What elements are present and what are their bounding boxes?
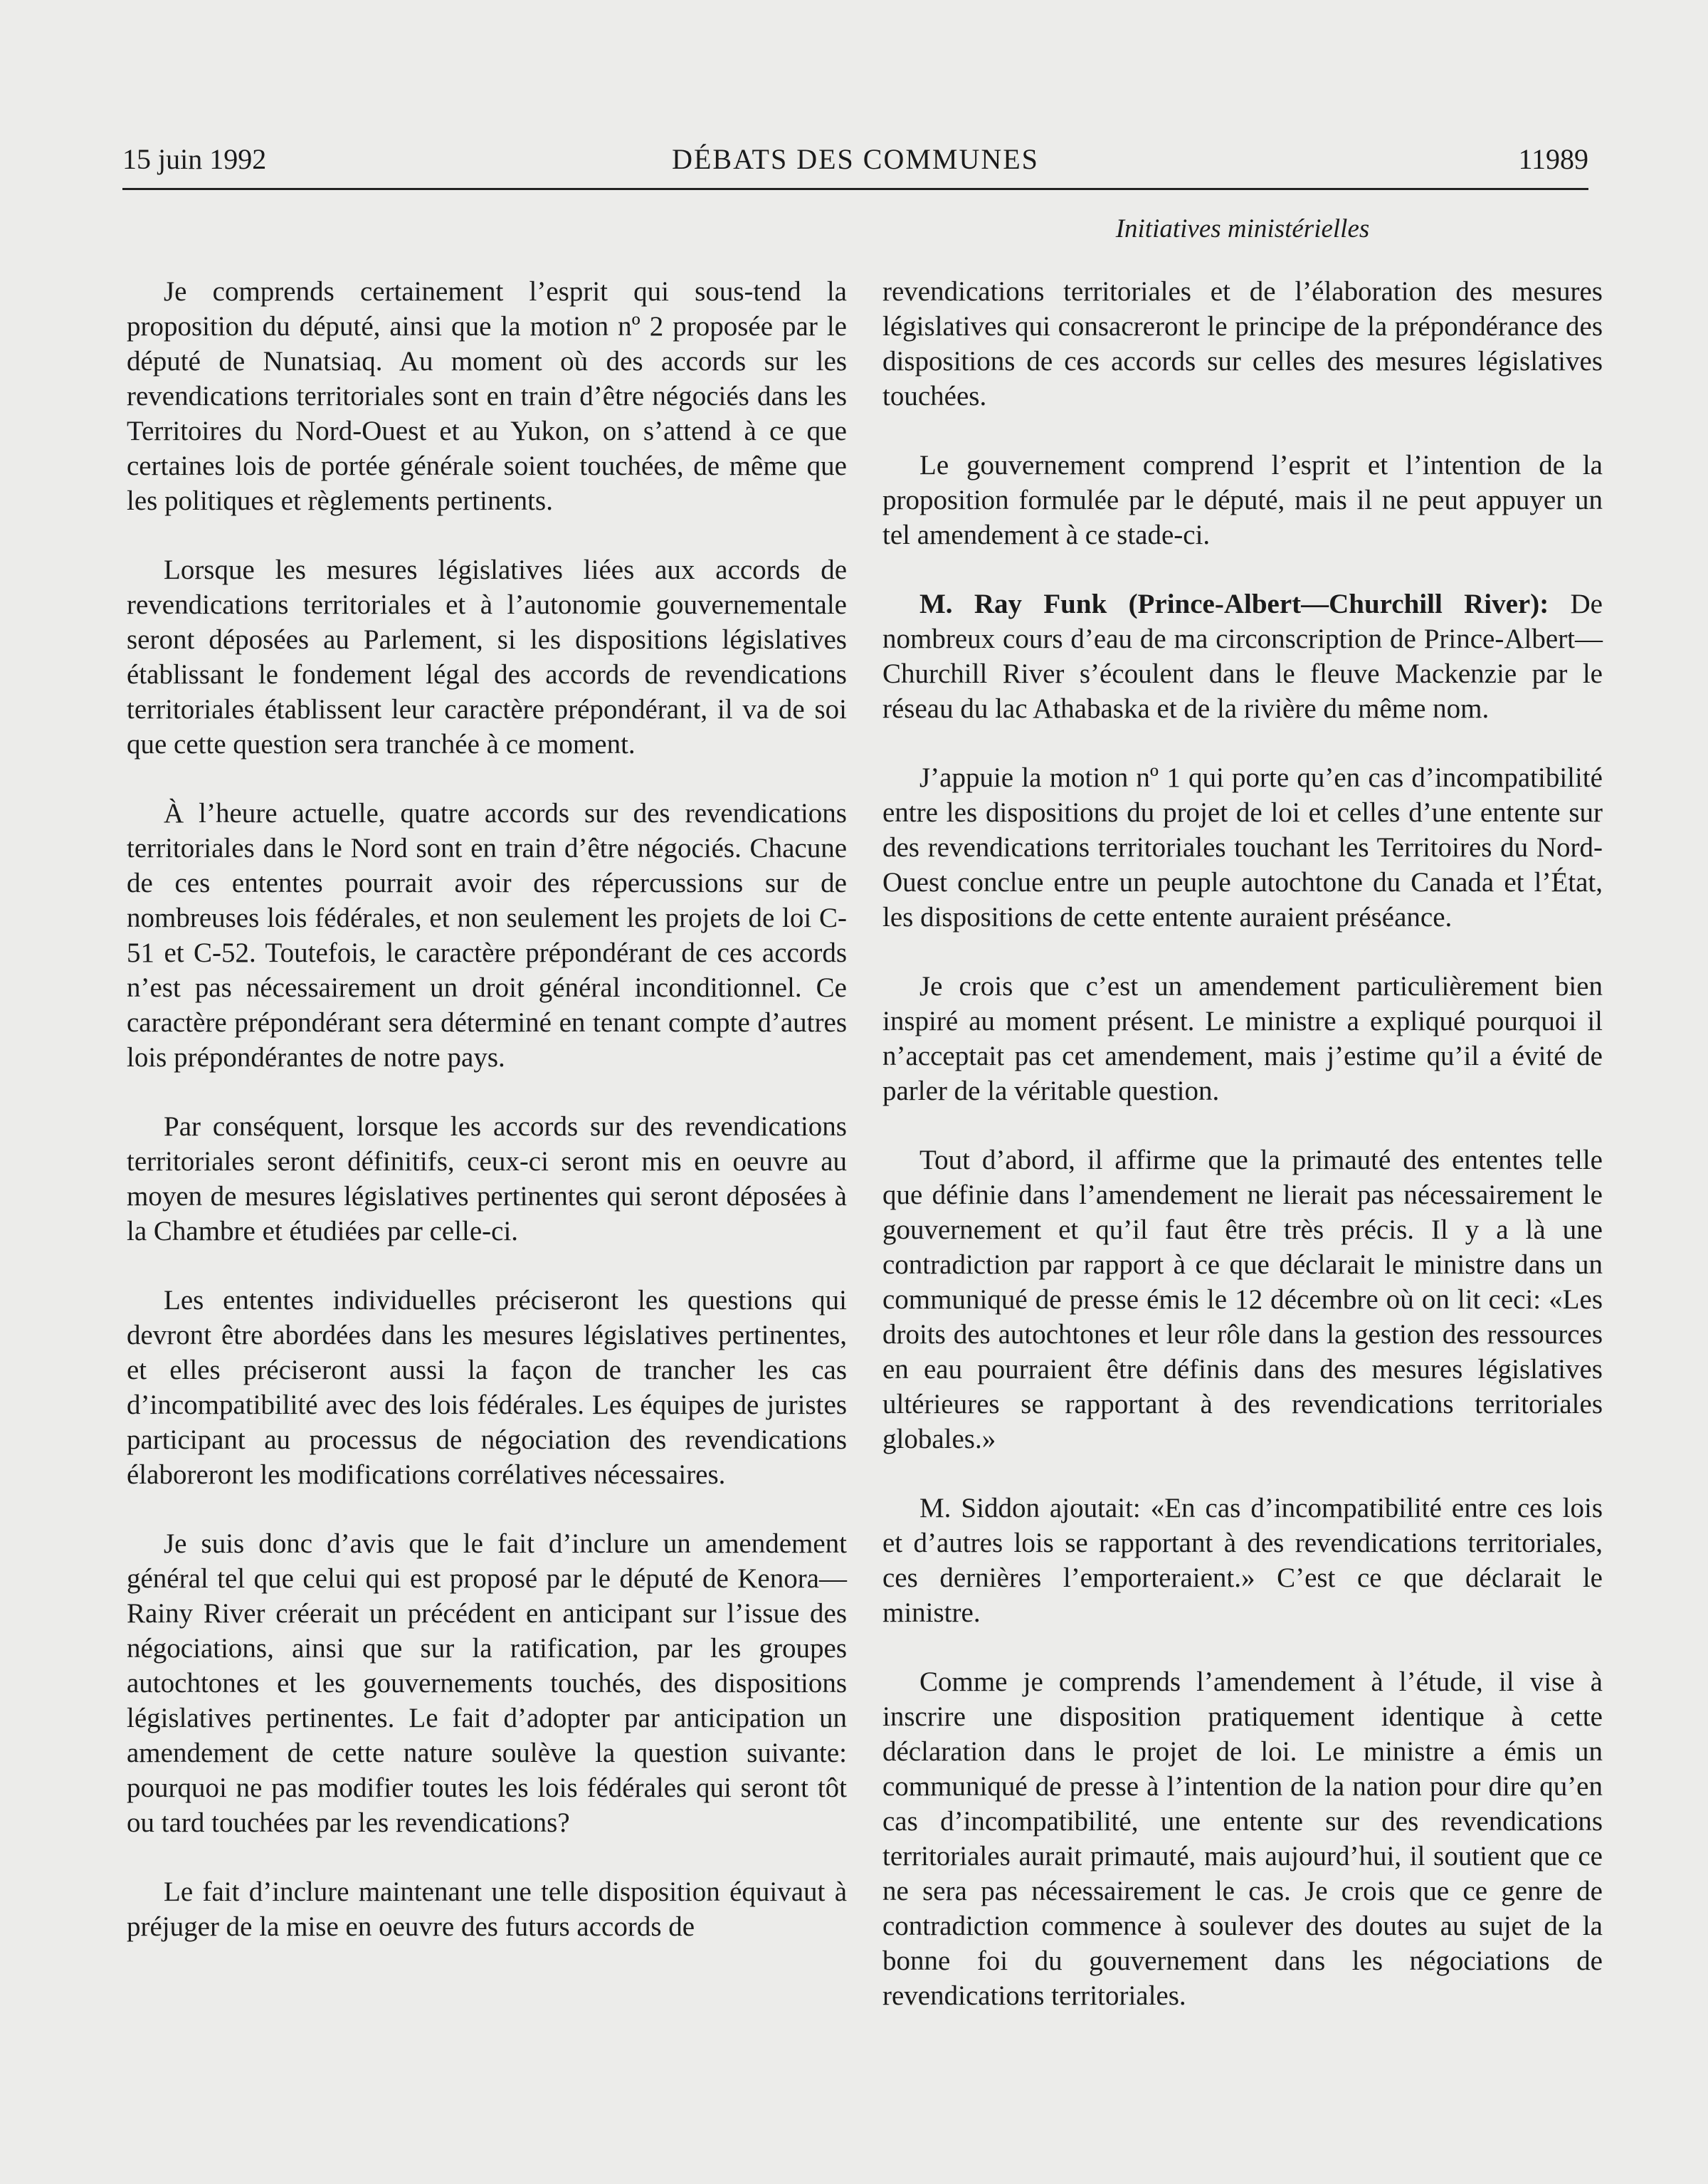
header-rule — [122, 188, 1588, 190]
paragraph: J’appuie la motion nº 1 qui porte qu’en cas d’incompatibilité entre les dispositions du projet de loi et celles d’une entente sur des revendications territoriales touchant les Territoires du Nord-Ouest conclue entre un peuple autochtone du Canada et l’État, les dispositions de cette entente auraient préséance. — [882, 762, 1603, 933]
right-column — [882, 274, 1603, 2047]
paragraph: Les ententes individuelles préciseront les questions qui devront être abordées dans les mesures législatives pertinentes, et elles préciseront aussi la façon de trancher les cas d’incompatibilité avec des lois fédérales. Les équipes de juristes participant au processus de négociation des revendications élaboreront les modifications corrélatives nécessaires. — [127, 1285, 847, 1490]
paragraph: Je suis donc d’avis que le fait d’inclure un amendement général tel que celui qui est proposé par le député de Kenora—Rainy River créerait un précédent en anticipant sur l’issue des négociations, ainsi que sur la ratification, par les groupes autochtones et les gouvernements touchés, des dispositions législatives pertinentes. Le fait d’adopter par anticipation un amendement de cette nature soulève la question suivante: pourquoi ne pas modifier toutes les lois fédérales qui seront tôt ou tard touchées par les revendications? — [127, 1528, 847, 1838]
paragraph: À l’heure actuelle, quatre accords sur des revendications territoriales dans le Nord sont en train d’être négociés. Chacune de ces ententes pourrait avoir des répercussions sur de nombreuses lois fédérales, et non seulement les projets de loi C-51 et C-52. Toutefois, le caractère prépondérant de ces accords n’est pas nécessairement un droit général inconditionnel. Ce caractère prépondérant sera déterminé en tenant compte d’autres lois prépondérantes de notre pays. — [127, 798, 847, 1073]
paragraph: Je comprends certainement l’esprit qui sous-tend la proposition du député, ainsi que la motion nº 2 proposée par le député de Nunatsiaq. Au moment où des accords sur les revendications territoriales sont en train d’être négociés dans les Territoires du Nord-Ouest et au Yukon, on s’attend à ce que certaines lois de portée générale soient touchées, de même que les politiques et règlements pertinents. — [127, 276, 847, 516]
page-header — [122, 142, 1588, 184]
left-column — [127, 274, 847, 1978]
paragraph: Je crois que c’est un amendement particulièrement bien inspiré au moment présent. Le ministre a expliqué pourquoi il n’acceptait pas cet amendement, mais j’estime qu’il a évité de parler de la véritable question. — [882, 971, 1603, 1106]
paragraph: Lorsque les mesures législatives liées aux accords de revendications territoriales et à l’autonomie gouvernementale seront déposées au Parlement, si les dispositions législatives établissant le fondement légal des accords de revendications territoriales établissent leur caractère prépondérant, il va de soi que cette question sera tranchée à ce moment. — [127, 555, 847, 760]
paragraph: M. Siddon ajoutait: «En cas d’incompatibilité entre ces lois et d’autres lois se rapportant à des revendications territoriales, ces dernières l’emporteraient.» C’est ce que déclarait le ministre. — [882, 1493, 1603, 1628]
header-title: DÉBATS DES COMMUNES — [672, 143, 1039, 175]
paragraph: Comme je comprends l’amendement à l’étude, il vise à inscrire une disposition pratiquement identique à cette déclaration dans le projet de loi. Le ministre a émis un communiqué de presse à l’intention de la nation pour dire qu’en cas d’incompatibilité, une entente sur des revendications territoriales aurait primauté, mais aujourd’hui, il soutient que ce ne sera pas nécessairement le cas. Je crois que ce genre de contradiction commence à soulever des doutes au sujet de la bonne foi du gouvernement dans les négociations de revendications territoriales. — [882, 1666, 1603, 2011]
speaker-name: M. Ray Funk (Prince-Albert—Churchill River): — [919, 589, 1549, 619]
paragraph: Par conséquent, lorsque les accords sur des revendications territoriales seront définitifs, ceux-ci seront mis en oeuvre au moyen de mesures législatives pertinentes qui seront déposées à la Chambre et étudiées par celle-ci. — [127, 1111, 847, 1246]
paragraph: Le gouvernement comprend l’esprit et l’intention de la proposition formulée par le député, mais il ne peut appuyer un tel amendement à ce stade-ci. — [882, 450, 1603, 550]
header-page-number: 11989 — [1518, 143, 1588, 175]
speaker-text: De nombreux cours d’eau de ma circonscription de Prince-Albert—Churchill River s’écoulent dans le fleuve Mackenzie par le réseau du lac Athabaska et de la rivière du même nom. — [882, 589, 1603, 724]
header-date: 15 juin 1992 — [122, 143, 267, 175]
paragraph-continuation: revendications territoriales et de l’élaboration des mesures législatives qui consacreront le principe de la prépondérance des dispositions de ces accords sur celles des mesures législatives touchées. — [882, 276, 1603, 411]
speaker-paragraph — [882, 587, 1603, 726]
paragraph: Tout d’abord, il affirme que la primauté des ententes telle que définie dans l’amendement ne lierait pas nécessairement le gouvernement et qu’il faut être très précis. Il y a là une contradiction par rapport à ce que déclarait le ministre dans un communiqué de presse émis le 12 décembre où on lit ceci: «Les droits des autochtones et leur rôle dans la gestion des ressources en eau pourraient être définis dans des mesures législatives ultérieures se rapportant à des revendications territoriales globales.» — [882, 1145, 1603, 1454]
paragraph: Le fait d’inclure maintenant une telle disposition équivaut à préjuger de la mise en oeuvre des futurs accords de — [127, 1876, 847, 1942]
section-title: Initiatives ministérielles — [1115, 214, 1370, 243]
